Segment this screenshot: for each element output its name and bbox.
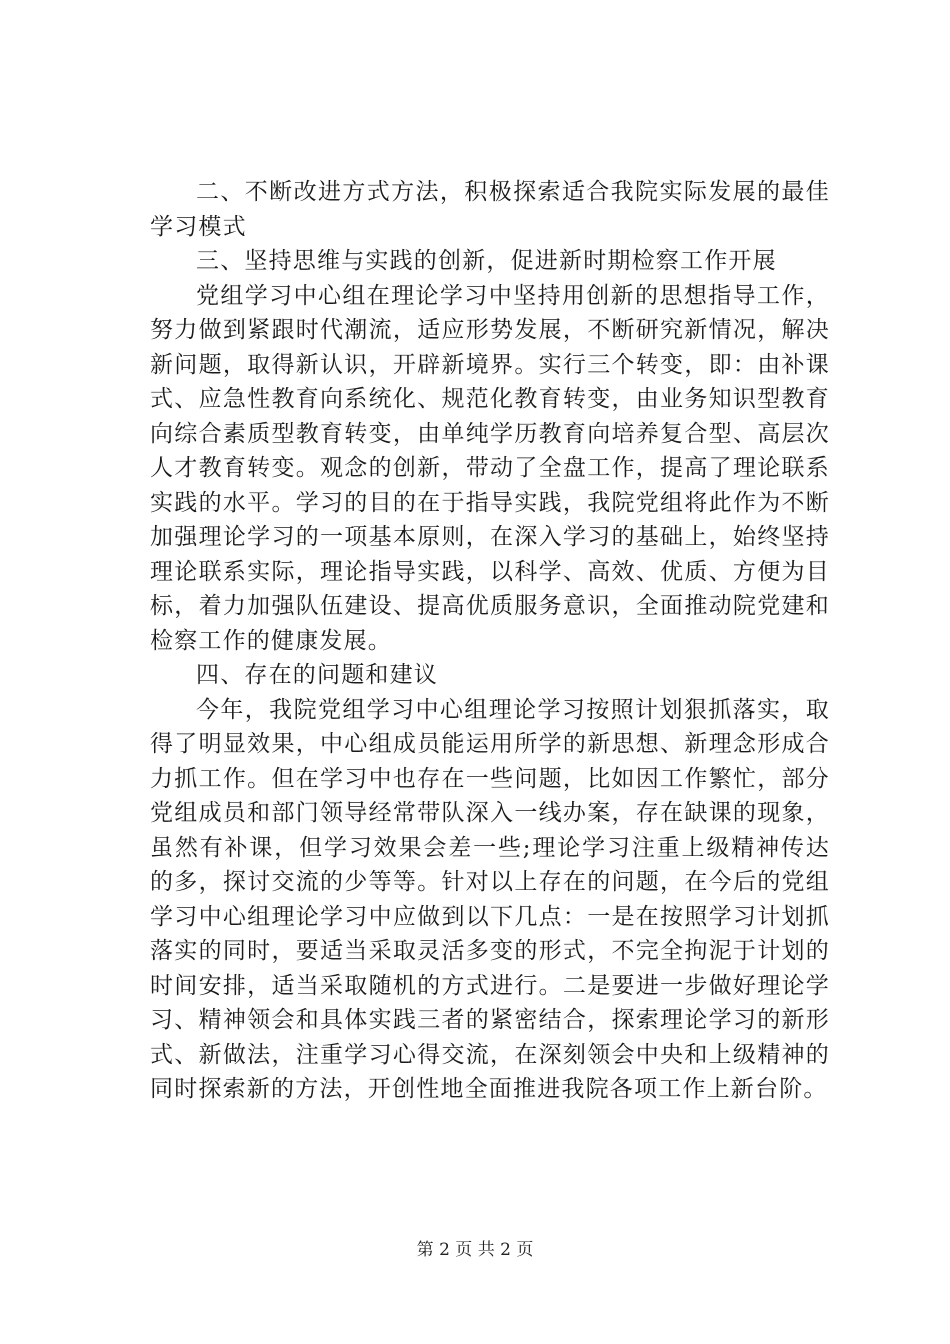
section-heading-4: 四、存在的问题和建议 bbox=[196, 662, 438, 688]
body-paragraph: 今年，我院党组学习中心组理论学习按照计划狠抓落实，取得了明显效果，中心组成员能运用所学的新思想、新理念形成合力抓工作。但在学习中也存在一些问题，比如因工作繁忙，部分党组成员和部门领导经常带队深入一线办案，存在缺课的现象，虽然有补课，但学习效果会差一些;理论学习注重上级精神传达的多，探讨交流的少等等。针对以上存在的问题，在今后的党组学习中心组理论学习中应做到以下几点：一是在按照学习计划抓落实的同时，要适当采取灵活多变的形式，不完全拘泥于计划的时间安排，适当采取随机的方式进行。二是要进一步做好理论学习、精神领会和具体实践三者的紧密结合，探索理论学习的新形式、新做法，注重学习心得交流，在深刻领会中央和上级精神的同时探索新的方法，开创性地全面推进我院各项工作上新台阶。 bbox=[150, 696, 830, 1102]
page-number-footer: 第 2 页 共 2 页 bbox=[416, 1240, 534, 1260]
section-heading-3: 三、坚持思维与实践的创新，促进新时期检察工作开展 bbox=[196, 248, 777, 274]
document-body bbox=[150, 175, 830, 1107]
body-paragraph: 党组学习中心组在理论学习中坚持用创新的思想指导工作，努力做到紧跟时代潮流，适应形势发展，不断研究新情况，解决新问题，取得新认识，开辟新境界。实行三个转变，即：由补课式、应急性教育向系统化、规范化教育转变，由业务知识型教育向综合素质型教育转变，由单纯学历教育向培养复合型、高层次人才教育转变。观念的创新，带动了全盘工作，提高了理论联系实践的水平。学习的目的在于指导实践，我院党组将此作为不断加强理论学习的一项基本原则，在深入学习的基础上，始终坚持理论联系实际，理论指导实践，以科学、高效、优质、方便为目标，着力加强队伍建设、提高优质服务意识，全面推动院党建和检察工作的健康发展。 bbox=[150, 282, 830, 654]
section-heading-2: 二、不断改进方式方法，积极探索适合我院实际发展的最佳学习模式 bbox=[150, 179, 830, 240]
